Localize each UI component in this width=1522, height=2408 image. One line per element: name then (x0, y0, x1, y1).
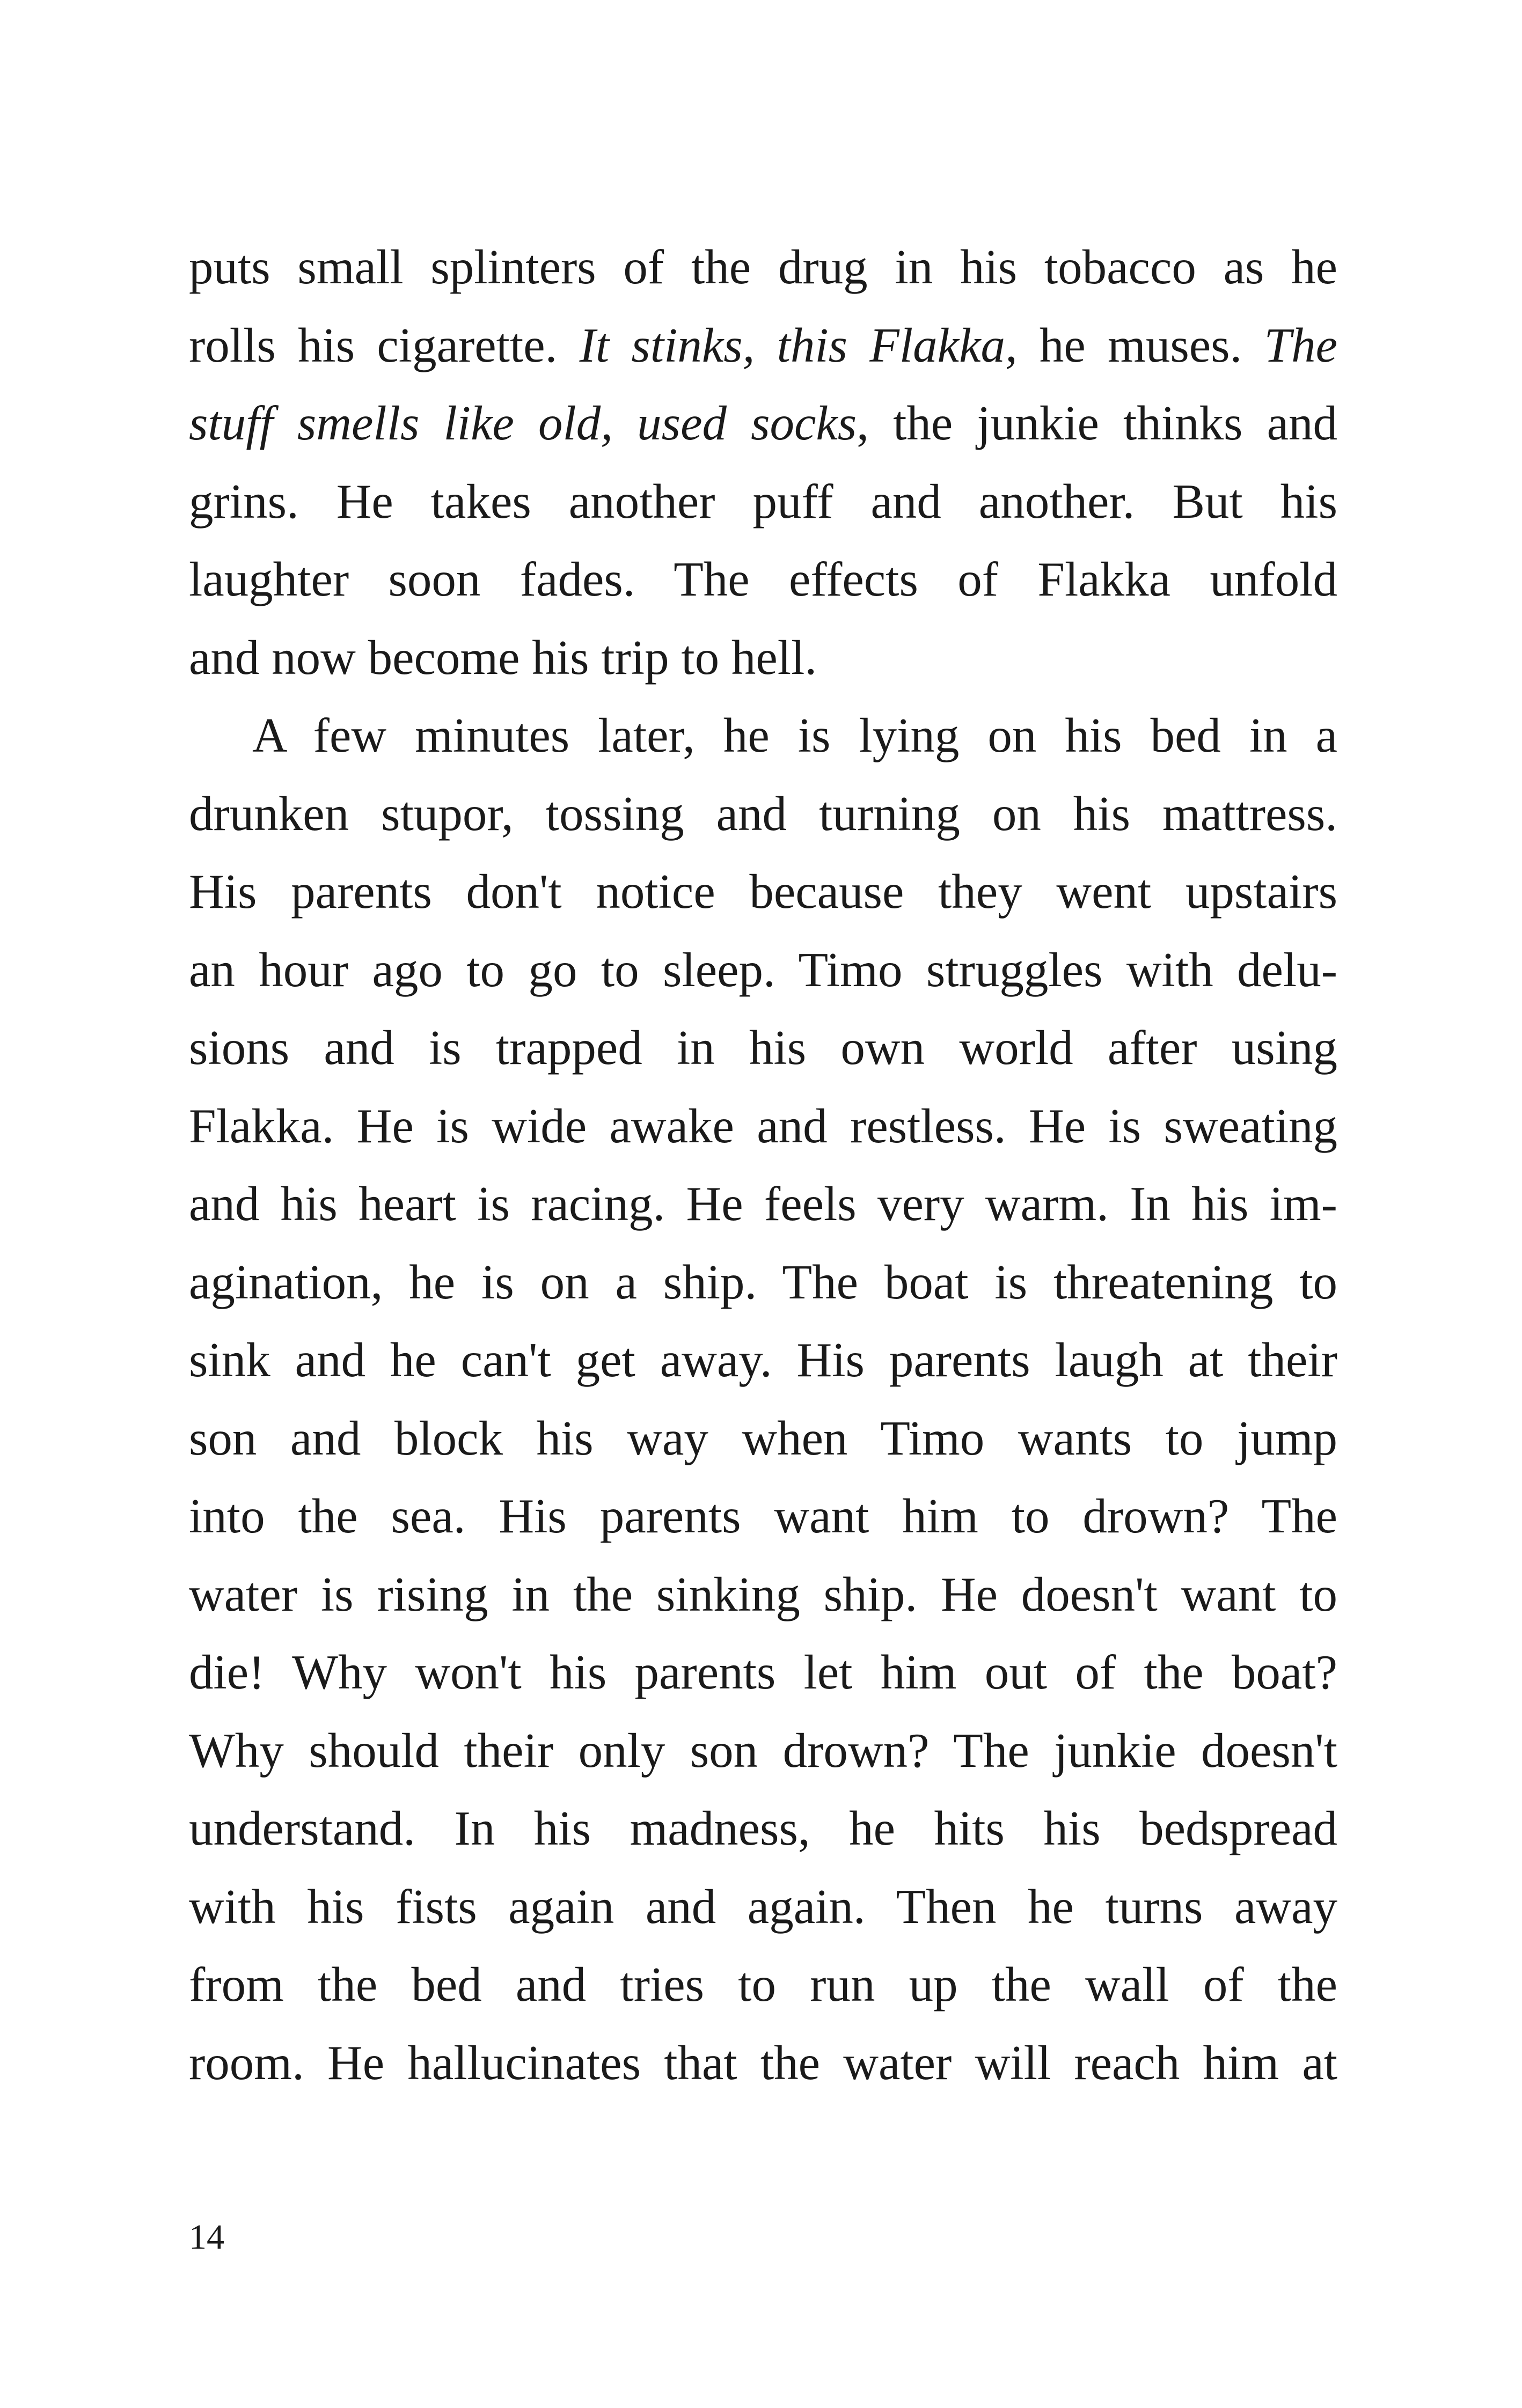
text-segment: grins. He takes another puff and another. But his (189, 474, 1337, 528)
page-number: 14 (189, 2218, 224, 2257)
text-segment: son and block his way when Timo wants to jump (189, 1411, 1337, 1465)
text-segment: laughter soon fades. The effects of Flakka unfold (189, 552, 1337, 606)
text-line (189, 853, 1337, 931)
text-line (189, 1321, 1337, 1399)
text-segment: from the bed and tries to run up the wall of the (189, 1957, 1337, 2011)
text-line (189, 775, 1337, 853)
text-line (189, 228, 1337, 306)
text-segment: room. He hallucinates that the water will reach him at (189, 2035, 1337, 2090)
text-line (189, 619, 1337, 697)
text-line (189, 462, 1337, 541)
text-segment: and his heart is racing. He feels very warm. In his im- (189, 1177, 1337, 1231)
text-segment: A few minutes later, he is lying on his bed in a (252, 708, 1337, 762)
text-segment: into the sea. His parents want him to drown? The (189, 1489, 1337, 1543)
text-segment: , the junkie thinks and (857, 396, 1337, 450)
text-line (189, 1712, 1337, 1790)
text-segment: understand. In his madness, he hits his bedspread (189, 1801, 1337, 1855)
text-line (189, 540, 1337, 619)
text-segment: Flakka. He is wide awake and restless. He is sweating (189, 1098, 1337, 1153)
text-segment: water is rising in the sinking ship. He doesn't want to (189, 1567, 1337, 1621)
text-segment: sink and he can't get away. His parents laugh at their (189, 1333, 1337, 1387)
text-line (189, 384, 1337, 462)
text-line (189, 1555, 1337, 1634)
text-segment: Why should their only son drown? The junkie doesn't (189, 1723, 1337, 1778)
text-segment: and now become his trip to hell. (189, 630, 817, 685)
text-line (189, 306, 1337, 385)
italic-text: The (1264, 318, 1337, 372)
text-line (189, 1477, 1337, 1555)
text-line (189, 1789, 1337, 1868)
text-line (189, 696, 1337, 775)
text-line (189, 1009, 1337, 1087)
text-segment: die! Why won't his parents let him out of the boat? (189, 1645, 1337, 1699)
text-segment: with his fists again and again. Then he turns away (189, 1879, 1337, 1934)
text-segment: rolls his cigarette. (189, 318, 580, 372)
text-segment: he muses. (1017, 318, 1264, 372)
body-text (189, 228, 1337, 2102)
text-line (189, 1087, 1337, 1165)
text-segment: sions and is trapped in his own world after using (189, 1021, 1337, 1075)
text-line (189, 2024, 1337, 2102)
text-line (189, 1633, 1337, 1712)
italic-text: stuff smells like old, used socks (189, 396, 857, 450)
text-segment: puts small splinters of the drug in his tobacco as he (189, 240, 1337, 294)
text-line (189, 1946, 1337, 2024)
text-segment: an hour ago to go to sleep. Timo struggles with delu- (189, 942, 1337, 997)
text-line (189, 1399, 1337, 1478)
text-segment: His parents don't notice because they went upstairs (189, 864, 1337, 919)
text-segment: agination, he is on a ship. The boat is threatening to (189, 1254, 1337, 1309)
italic-text: It stinks, this Flakka, (579, 318, 1018, 372)
text-line (189, 931, 1337, 1009)
text-line (189, 1165, 1337, 1243)
text-line (189, 1868, 1337, 1946)
text-segment: drunken stupor, tossing and turning on his mattress. (189, 786, 1337, 841)
text-line (189, 1243, 1337, 1322)
